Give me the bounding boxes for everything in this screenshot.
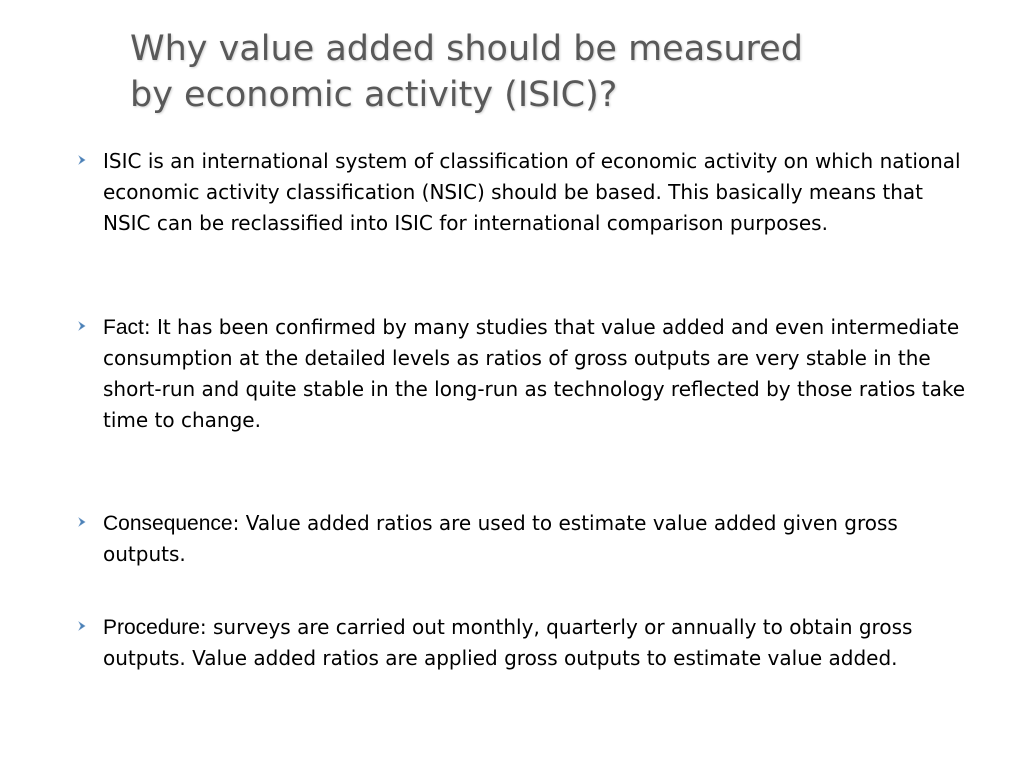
slide-title-line-1: Why value added should be measured	[130, 29, 803, 69]
bullet-term-separator: :	[199, 615, 207, 639]
bullet-body: ISIC is an international system of classification of economic activity on which national economic activity classification (NSIC) should be based. This basically means that NSIC can be reclassified into ISIC for international comparison purposes.	[103, 149, 961, 235]
bullet-body: Value added ratios are used to estimate value added given gross outputs.	[103, 511, 898, 566]
chevron-right-icon	[77, 621, 87, 631]
bullet-text	[103, 508, 973, 570]
bullet-term: Consequence	[103, 512, 233, 535]
slide-title	[130, 26, 990, 118]
bullet-text	[103, 612, 973, 674]
bullet-body: It has been confirmed by many studies that value added and even intermediate consumption at the detailed levels as ratios of gross outputs are very stable in the short-run and quite stable in the long-run as technology reflected by those ratios take time to change.	[103, 315, 965, 432]
bullet-text	[103, 312, 973, 436]
bullet-term: Procedure	[103, 616, 200, 639]
bullet-term-separator: :	[143, 315, 151, 339]
bullet-body: surveys are carried out monthly, quarterly or annually to obtain gross outputs. Value added ratios are applied gross outputs to estimate value added.	[103, 615, 913, 670]
bullet-term: Fact	[103, 316, 144, 339]
chevron-right-icon	[77, 321, 87, 331]
bullet-term-separator: :	[232, 511, 240, 535]
chevron-right-icon	[77, 155, 87, 165]
chevron-right-icon	[77, 517, 87, 527]
slide-title-line-2: by economic activity (ISIC)?	[130, 75, 618, 115]
bullet-text	[103, 146, 973, 239]
